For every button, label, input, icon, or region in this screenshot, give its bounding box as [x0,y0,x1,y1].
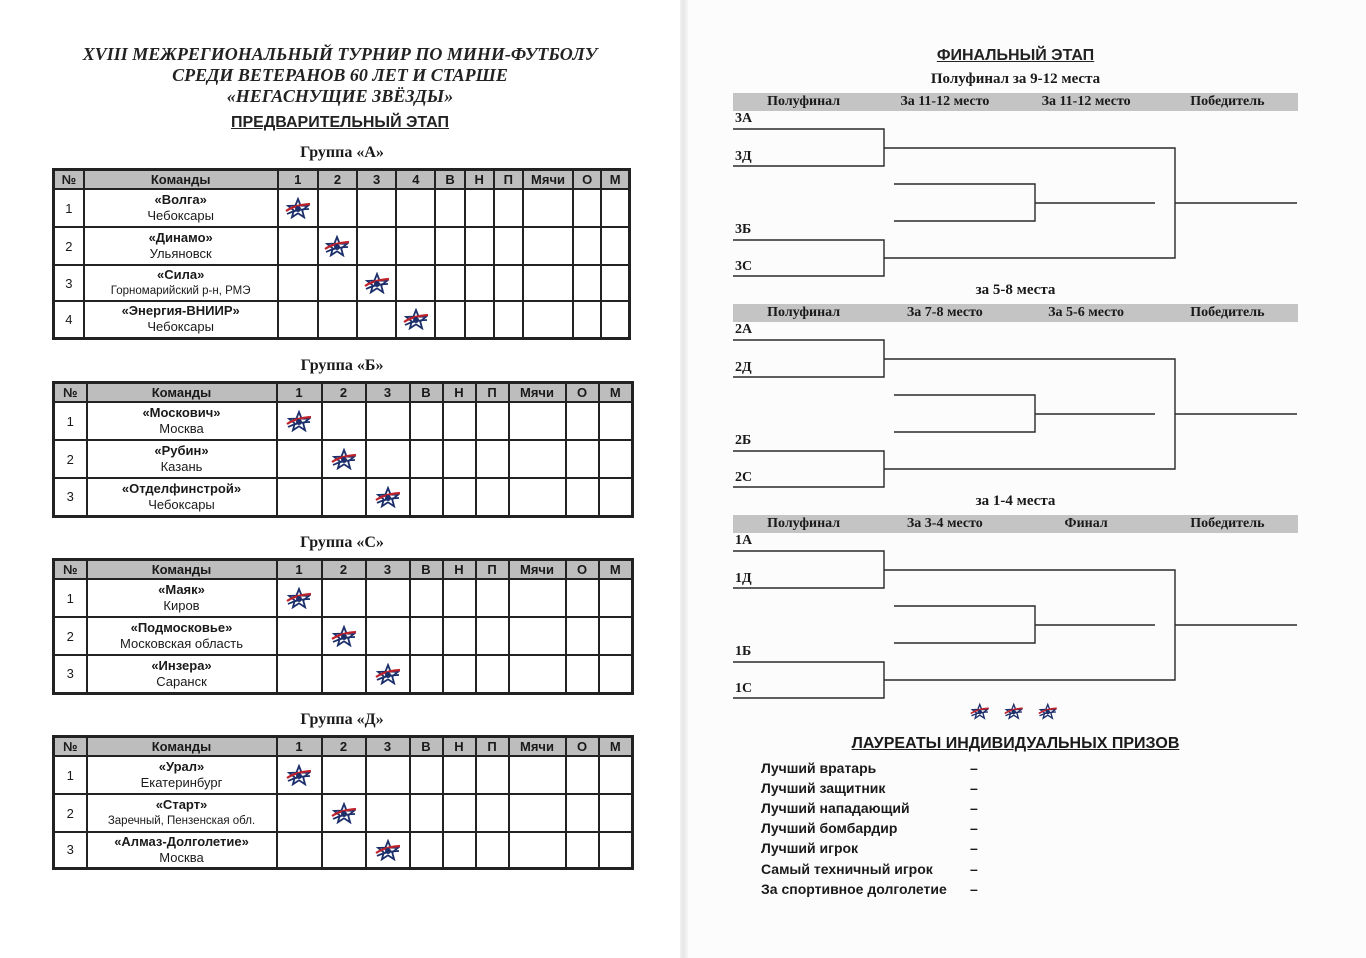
table-row [54,265,630,301]
goals-cell[interactable] [523,189,573,227]
row-number: 1 [54,756,87,794]
draws-cell[interactable] [443,832,476,868]
team-cell [87,617,277,655]
award-dash: – [970,820,978,836]
points-cell[interactable] [566,579,599,617]
draws-cell[interactable] [443,478,476,516]
team-city: Казань [160,459,203,474]
header-round-3: Финал [1064,516,1108,531]
group-d-title: Группа «Д» [300,711,384,728]
col-3: 3 [366,737,410,757]
goals-cell[interactable] [509,756,566,794]
award-label: Лучший нападающий [761,800,910,816]
losses-cell[interactable] [494,265,523,301]
team-cell [84,265,278,301]
team-cell [87,440,277,478]
draws-cell[interactable] [443,402,476,440]
row-number: 1 [54,579,87,617]
star-logo-icon [322,440,366,478]
col-teams: Команды [84,170,278,190]
team-name: «Подмосковье» [130,620,233,635]
draws-cell[interactable] [465,301,494,338]
draws-cell[interactable] [465,265,494,301]
wins-cell[interactable] [435,301,464,338]
goals-cell[interactable] [509,402,566,440]
header-round-2: За 7-8 место [906,305,983,320]
score-cell[interactable] [366,440,410,478]
losses-cell[interactable] [476,794,509,832]
col-wins: В [410,560,443,580]
table-row [54,832,633,868]
title-line-3: «НЕГАСНУЩИЕ ЗВЁЗДЫ» [226,86,454,106]
losses-cell[interactable] [476,402,509,440]
points-cell[interactable] [573,189,601,227]
points-cell[interactable] [573,227,601,265]
header-semifinal: Полуфинал [767,305,841,320]
draws-cell[interactable] [443,579,476,617]
col-3: 3 [366,560,410,580]
score-cell[interactable] [322,756,366,794]
col-no: № [54,560,87,580]
table-header [54,383,633,403]
row-number: 2 [54,227,84,265]
group-b-title: Группа «Б» [300,357,384,374]
bracket-5-8-title: за 5-8 места [975,282,1056,298]
col-no: № [54,737,87,757]
col-place: М [599,560,633,580]
losses-cell[interactable] [476,832,509,868]
place-cell[interactable] [599,655,633,693]
place-cell[interactable] [599,478,633,516]
slot-label: 2Б [735,433,752,448]
draws-cell[interactable] [465,227,494,265]
team-name: «Рубин» [154,443,209,458]
star-logo-icon [396,301,435,338]
score-cell[interactable] [322,478,366,516]
col-losses: П [476,560,509,580]
team-city: Москва [159,421,204,436]
award-label: Лучший вратарь [761,760,877,776]
place-cell[interactable] [601,265,629,301]
star-logo-icon [366,655,410,693]
bracket-1-4-header [733,515,1298,533]
star-logo-icon [277,402,322,440]
place-cell[interactable] [599,579,633,617]
col-wins: В [410,737,443,757]
place-cell[interactable] [601,189,629,227]
col-goals: Мячи [523,170,573,190]
col-losses: П [494,170,523,190]
slot-label: 3С [735,259,753,274]
award-dash: – [970,760,978,776]
points-cell[interactable] [566,402,599,440]
place-cell[interactable] [599,402,633,440]
slot-label: 1С [735,681,753,696]
wins-cell[interactable] [435,227,464,265]
team-city: Заречный, Пензенская обл. [107,815,256,827]
place-cell[interactable] [599,832,633,868]
awards-title: ЛАУРЕАТЫ ИНДИВИДУАЛЬНЫХ ПРИЗОВ [851,735,1180,752]
points-cell[interactable] [566,440,599,478]
wins-cell[interactable] [410,617,443,655]
header-semifinal: Полуфинал [767,516,841,531]
team-cell [87,402,277,440]
score-cell[interactable] [278,301,318,338]
row-number: 3 [54,832,87,868]
points-cell[interactable] [566,617,599,655]
score-cell[interactable] [322,655,366,693]
col-teams: Команды [87,560,277,580]
group-a-table [52,168,631,340]
award-dash: – [970,881,978,897]
col-draws: Н [465,170,494,190]
col-no: № [54,383,87,403]
team-city: Московская область [119,636,244,651]
wins-cell[interactable] [435,265,464,301]
col-points: О [566,560,599,580]
points-cell[interactable] [566,794,599,832]
score-cell[interactable] [322,579,366,617]
col-3: 3 [357,170,396,190]
group-b-table [52,381,634,518]
team-cell [84,301,278,338]
page-fold [680,0,688,958]
table-header [54,737,633,757]
col-goals: Мячи [509,560,566,580]
goals-cell[interactable] [509,617,566,655]
slot-label: 2А [735,322,753,337]
wins-cell[interactable] [410,756,443,794]
header-semifinal: Полуфинал [767,94,841,109]
draws-cell[interactable] [465,189,494,227]
table-row [54,478,633,516]
col-1: 1 [278,170,318,190]
star-logo-icon [322,794,366,832]
score-cell[interactable] [396,227,435,265]
group-d-table [52,735,634,870]
goals-cell[interactable] [509,478,566,516]
losses-cell[interactable] [476,617,509,655]
team-city: Горномарийский р-н, РМЭ [110,285,251,297]
bracket-9-12-header [733,93,1298,111]
goals-cell[interactable] [523,227,573,265]
row-number: 3 [54,265,84,301]
col-2: 2 [322,560,366,580]
team-city: Киров [163,598,200,613]
wins-cell[interactable] [410,402,443,440]
place-cell[interactable] [599,617,633,655]
award-dash: – [970,840,978,856]
col-draws: Н [443,737,476,757]
place-cell[interactable] [601,227,629,265]
points-cell[interactable] [566,832,599,868]
team-cell [87,756,277,794]
score-cell[interactable] [318,265,357,301]
team-name: «Урал» [158,759,205,774]
team-city: Саранск [156,673,207,689]
row-number: 1 [54,189,84,227]
losses-cell[interactable] [494,189,523,227]
score-cell[interactable] [278,227,318,265]
star-logo-icon [278,189,318,227]
score-cell[interactable] [322,402,366,440]
wins-cell[interactable] [410,440,443,478]
table-row [54,440,633,478]
place-cell[interactable] [601,301,629,338]
award-dash: – [970,780,978,796]
points-cell[interactable] [566,756,599,794]
team-cell [87,794,277,832]
col-2: 2 [322,383,366,403]
col-place: М [599,383,633,403]
col-points: О [566,737,599,757]
team-city: Чебоксары [147,319,214,335]
header-winner: Победитель [1190,516,1265,531]
title-line-2: СРЕДИ ВЕТЕРАНОВ 60 ЛЕТ И СТАРШЕ [172,65,508,85]
points-cell[interactable] [573,265,601,301]
group-c-title: Группа «С» [300,534,384,551]
score-cell[interactable] [357,227,396,265]
score-cell[interactable] [366,794,410,832]
slot-label: 3Б [735,222,752,237]
col-1: 1 [277,737,322,757]
row-number: 2 [54,617,87,655]
team-cell [87,478,277,516]
col-place: М [599,737,633,757]
col-goals: Мячи [509,737,566,757]
star-logo-icon [357,265,396,301]
group-a-title: Группа «А» [300,144,384,161]
col-goals: Мячи [509,383,566,403]
team-name: «Инзера» [151,657,212,673]
wins-cell[interactable] [410,579,443,617]
losses-cell[interactable] [494,301,523,338]
table-row [54,579,633,617]
star-logo-icon [277,579,322,617]
team-cell [87,655,277,693]
team-name: «Динамо» [148,230,213,245]
score-cell[interactable] [357,189,396,227]
place-cell[interactable] [599,440,633,478]
team-name: «Отделфинстрой» [121,480,242,496]
team-name: «Старт» [155,797,208,812]
team-name: «Сила» [156,267,205,282]
goals-cell[interactable] [509,832,566,868]
place-cell[interactable] [599,794,633,832]
col-teams: Команды [87,737,277,757]
col-teams: Команды [87,383,277,403]
goals-cell[interactable] [509,655,566,693]
col-points: О [566,383,599,403]
points-cell[interactable] [573,301,601,338]
col-points: О [573,170,601,190]
row-number: 3 [54,655,87,693]
slot-label: 2Д [735,360,752,375]
team-city: Чебоксары [147,208,214,223]
col-wins: В [410,383,443,403]
award-label: Лучший защитник [761,780,886,796]
losses-cell[interactable] [476,478,509,516]
score-cell[interactable] [277,832,322,868]
group-c-table [52,558,634,695]
col-losses: П [476,383,509,403]
final-stage-title: ФИНАЛЬНЫЙ ЭТАП [936,47,1095,64]
row-number: 2 [54,440,87,478]
goals-cell[interactable] [509,794,566,832]
slot-label: 1А [735,533,753,548]
table-row [54,756,633,794]
team-city: Екатеринбург [140,775,223,790]
header-winner: Победитель [1190,94,1265,109]
row-number: 1 [54,402,87,440]
star-logo-icon [366,832,410,868]
draws-cell[interactable] [443,794,476,832]
slot-label: 1Д [735,571,752,586]
header-round-2: За 3-4 место [906,516,983,531]
points-cell[interactable] [566,478,599,516]
team-name: «Алмаз-Долголетие» [114,833,249,849]
table-row [54,189,630,227]
draws-cell[interactable] [443,617,476,655]
slot-label: 2С [735,470,753,485]
score-cell[interactable] [278,265,318,301]
team-city: Чебоксары [148,496,215,512]
star-logo-icon [277,756,322,794]
goals-cell[interactable] [509,579,566,617]
draws-cell[interactable] [443,440,476,478]
star-logo-icon [322,617,366,655]
team-cell [87,579,277,617]
slot-label: 3А [735,111,753,126]
score-cell[interactable] [277,440,322,478]
table-row [54,227,630,265]
award-label: Самый техничный игрок [761,861,933,877]
goals-cell[interactable] [523,301,573,338]
wins-cell[interactable] [410,478,443,516]
header-round-2: За 11-12 место [900,94,990,109]
award-label: Лучший бомбардир [761,820,898,836]
col-losses: П [476,737,509,757]
col-wins: В [435,170,464,190]
score-cell[interactable] [396,189,435,227]
points-cell[interactable] [566,655,599,693]
table-row [54,794,633,832]
col-4: 4 [396,170,435,190]
score-cell[interactable] [357,301,396,338]
table-row [54,617,633,655]
col-2: 2 [318,170,357,190]
goals-cell[interactable] [509,440,566,478]
draws-cell[interactable] [443,655,476,693]
score-cell[interactable] [318,301,357,338]
score-cell[interactable] [277,794,322,832]
col-draws: Н [443,560,476,580]
table-row [54,402,633,440]
table-row [54,655,633,693]
award-label: За спортивное долголетие [761,881,947,897]
table-header [54,170,630,190]
team-cell [84,189,278,227]
score-cell[interactable] [366,617,410,655]
slot-label: 3Д [735,149,752,164]
team-cell [87,832,277,868]
wins-cell[interactable] [410,794,443,832]
score-cell[interactable] [318,189,357,227]
losses-cell[interactable] [476,655,509,693]
losses-cell[interactable] [476,756,509,794]
table-header [54,560,633,580]
award-dash: – [970,861,978,877]
score-cell[interactable] [277,655,322,693]
score-cell[interactable] [366,402,410,440]
losses-cell[interactable] [476,440,509,478]
team-name: «Маяк» [158,582,205,597]
col-no: № [54,170,84,190]
team-name: «Энергия-ВНИИР» [121,303,240,319]
wins-cell[interactable] [435,189,464,227]
col-3: 3 [366,383,410,403]
title-line-1: XVIII МЕЖРЕГИОНАЛЬНЫЙ ТУРНИР ПО МИНИ-ФУТБОЛУ [82,44,598,64]
slot-label: 1Б [735,644,752,659]
header-round-3: За 11-12 место [1041,94,1131,109]
goals-cell[interactable] [523,265,573,301]
row-number: 3 [54,478,87,516]
table-row [54,301,630,338]
score-cell[interactable] [277,478,322,516]
team-city: Ульяновск [149,246,212,261]
award-dash: – [970,800,978,816]
score-cell[interactable] [366,756,410,794]
bracket-5-8-header [733,304,1298,322]
score-cell[interactable] [322,832,366,868]
score-cell[interactable] [396,265,435,301]
team-name: «Москович» [142,405,221,420]
col-draws: Н [443,383,476,403]
row-number: 2 [54,794,87,832]
bracket-1-4-title: за 1-4 места [975,493,1056,509]
score-cell[interactable] [366,579,410,617]
losses-cell[interactable] [494,227,523,265]
star-logo-icon [318,227,357,265]
col-1: 1 [277,560,322,580]
team-cell [84,227,278,265]
header-winner: Победитель [1190,305,1265,320]
header-round-3: За 5-6 место [1048,305,1125,320]
award-label: Лучший игрок [761,840,859,856]
score-cell[interactable] [277,617,322,655]
col-1: 1 [277,383,322,403]
place-cell[interactable] [599,756,633,794]
losses-cell[interactable] [476,579,509,617]
bracket-9-12-title: Полуфинал за 9-12 места [930,71,1101,87]
wins-cell[interactable] [410,655,443,693]
team-city: Москва [159,849,204,865]
star-logo-icon [366,478,410,516]
col-place: М [601,170,629,190]
wins-cell[interactable] [410,832,443,868]
preliminary-stage-title: ПРЕДВАРИТЕЛЬНЫЙ ЭТАП [230,114,450,131]
col-2: 2 [322,737,366,757]
draws-cell[interactable] [443,756,476,794]
row-number: 4 [54,301,84,338]
team-name: «Волга» [154,192,207,207]
